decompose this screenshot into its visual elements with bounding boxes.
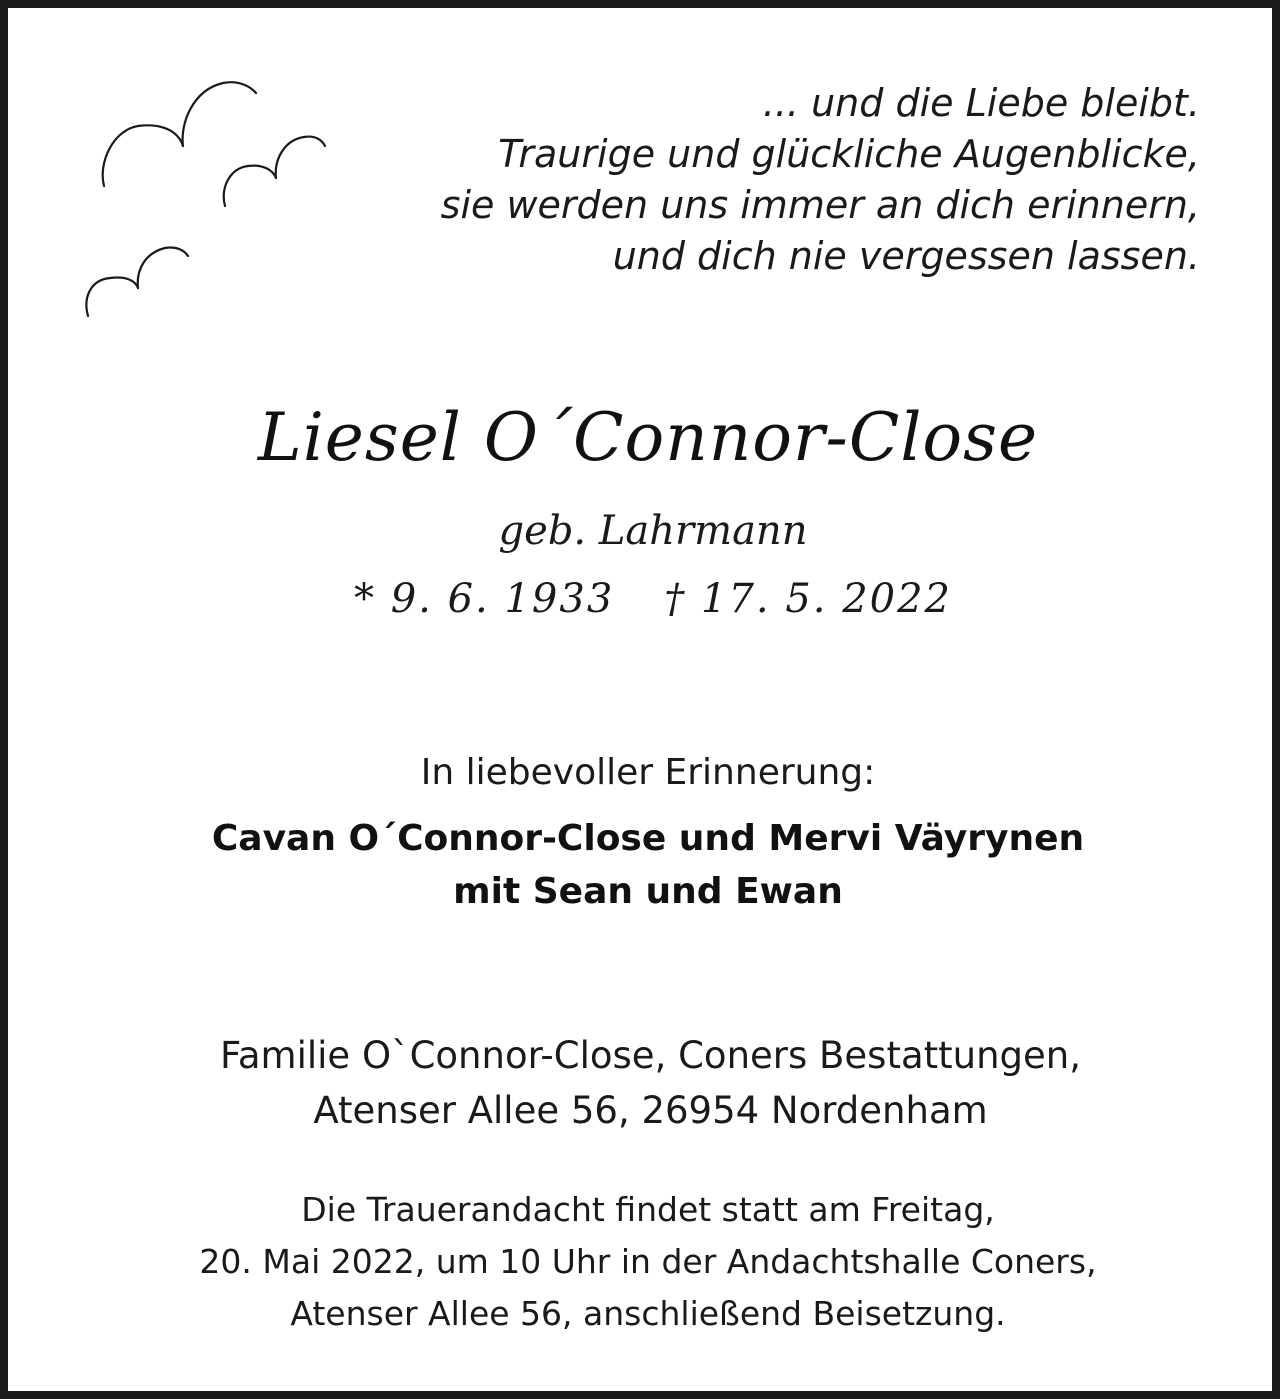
service-info <box>8 1184 1280 1340</box>
service-line: 20. Mai 2022, um 10 Uhr in der Andachtshalle Coners, <box>199 1242 1097 1281</box>
maiden-name: geb. Lahrmann <box>498 508 808 554</box>
poem-line: Traurige und glückliche Augenblicke, <box>498 132 1200 176</box>
survivors-line: mit Sean und Ewan <box>453 871 843 912</box>
survivors <box>8 812 1280 918</box>
address-line: Familie O`Connor-Close, Coners Bestattungen, <box>219 1034 1082 1077</box>
contact-address <box>8 1028 1280 1138</box>
death-date: † 17. 5. 2022 <box>664 576 952 622</box>
service-line: Atenser Allee 56, anschließend Beisetzung. <box>290 1294 1006 1333</box>
address-line: Atenser Allee 56, 26954 Nordenham <box>313 1089 988 1132</box>
deceased-name: Liesel O´Connor-Close <box>257 399 1039 476</box>
survivors-line: Cavan O´Connor-Close und Mervi Väyrynen <box>211 818 1085 859</box>
poem-line: und dich nie vergessen lassen. <box>612 234 1200 278</box>
poem <box>200 78 1200 282</box>
memory-label: In liebevoller Erinnerung: <box>420 752 876 793</box>
poem-line: ... und die Liebe bleibt. <box>762 81 1200 125</box>
poem-line: sie werden uns immer an dich erinnern, <box>440 183 1200 227</box>
service-line: Die Trauerandacht findet statt am Freitag, <box>301 1190 995 1229</box>
birth-date: * 9. 6. 1933 <box>354 576 615 622</box>
life-dates <box>8 569 1280 629</box>
